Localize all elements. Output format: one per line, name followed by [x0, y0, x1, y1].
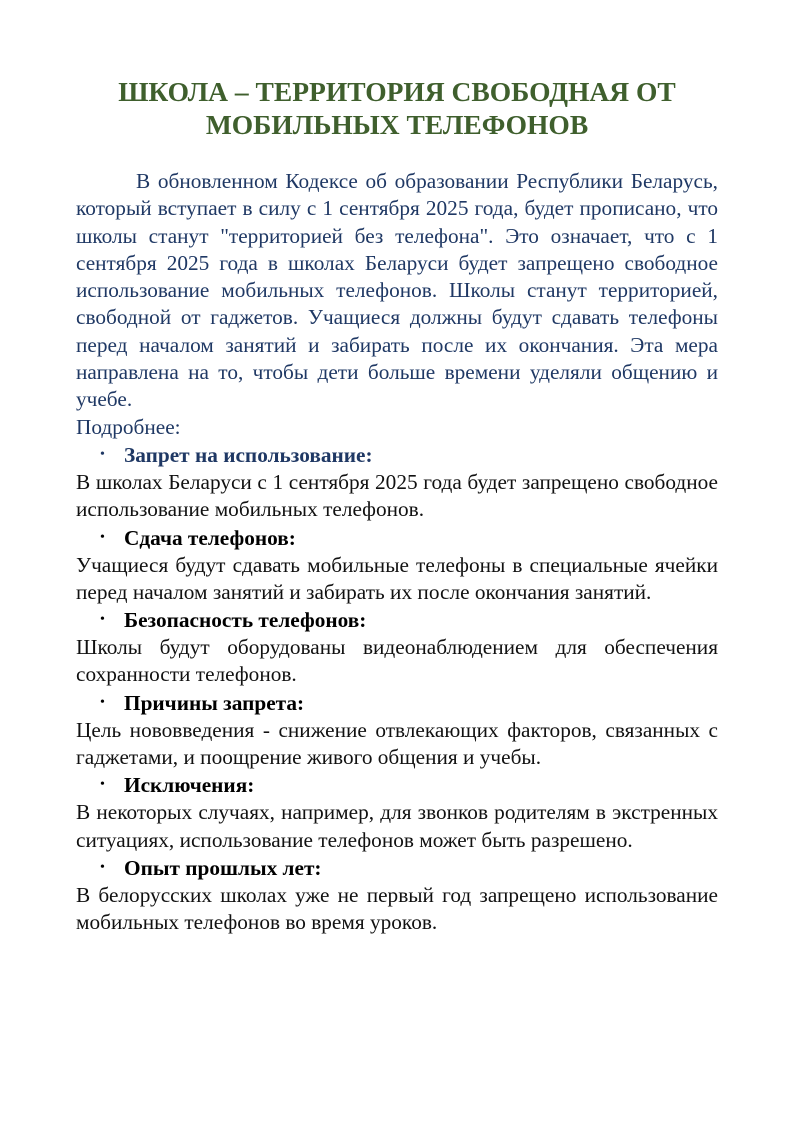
section-heading-text: Причины запрета:	[124, 690, 305, 715]
section-text: В белорусских школах уже не первый год запрещено использование мобильных телефонов во время уроков.	[76, 882, 718, 935]
section-heading	[76, 689, 718, 717]
bullet-icon: •	[100, 529, 105, 545]
section-usage-ban	[76, 441, 718, 524]
document-page	[76, 75, 718, 937]
section-heading	[76, 441, 718, 469]
bullet-icon: •	[100, 777, 105, 793]
section-heading	[76, 524, 718, 552]
section-heading-text: Сдача телефонов:	[124, 525, 296, 550]
section-text: Цель нововведения - снижение отвлекающих факторов, связанных с гаджетами, и поощрение живого общения и учебы.	[76, 717, 718, 770]
section-heading	[76, 854, 718, 882]
section-heading-text: Запрет на использование:	[124, 442, 373, 467]
section-heading	[76, 606, 718, 634]
section-heading-text: Исключения:	[124, 773, 255, 798]
section-heading	[76, 771, 718, 799]
section-text: Школы будут оборудованы видеонаблюдением для обеспечения сохранности телефонов.	[76, 635, 718, 687]
section-exceptions	[76, 771, 718, 854]
intro-paragraph: В обновленном Кодексе об образовании Республики Беларусь, который вступает в силу с 1 сентября 2025 года, будет прописано, что школы станут "территорией без телефона". Это означает, что с 1 сентября 2025 года в школах Беларуси будет запрещено свободное использование мобильных телефонов. Школы станут территорией, свободной от гаджетов. Учащиеся должны будут сдавать телефоны перед началом занятий и забирать после их окончания. Эта мера направлена на то, чтобы дети больше времени уделяли общению и учебе.	[76, 169, 718, 412]
document-title: ШКОЛА – ТЕРРИТОРИЯ СВОБОДНАЯ ОТ МОБИЛЬНЫХ ТЕЛЕФОНОВ	[118, 76, 676, 140]
section-text: В школах Беларуси с 1 сентября 2025 года будет запрещено свободное использование мобильных телефонов.	[76, 469, 718, 522]
section-text: Учащиеся будут сдавать мобильные телефоны в специальные ячейки перед началом занятий и забирать их после окончания занятий.	[76, 552, 718, 604]
section-ban-reasons	[76, 689, 718, 772]
section-phone-handover	[76, 524, 718, 607]
section-past-experience	[76, 854, 718, 937]
section-text: В некоторых случаях, например, для звонков родителям в экстренных ситуациях, использование телефонов может быть разрешено.	[76, 800, 718, 852]
more-label: Подробнее:	[76, 414, 181, 439]
bullet-icon: •	[100, 612, 105, 628]
section-phone-safety	[76, 606, 718, 689]
bullet-icon: •	[100, 694, 105, 710]
section-heading-text: Безопасность телефонов:	[124, 608, 367, 633]
section-heading-text: Опыт прошлых лет:	[124, 855, 322, 880]
bullet-icon: •	[100, 446, 105, 462]
bullet-icon: •	[100, 859, 105, 875]
